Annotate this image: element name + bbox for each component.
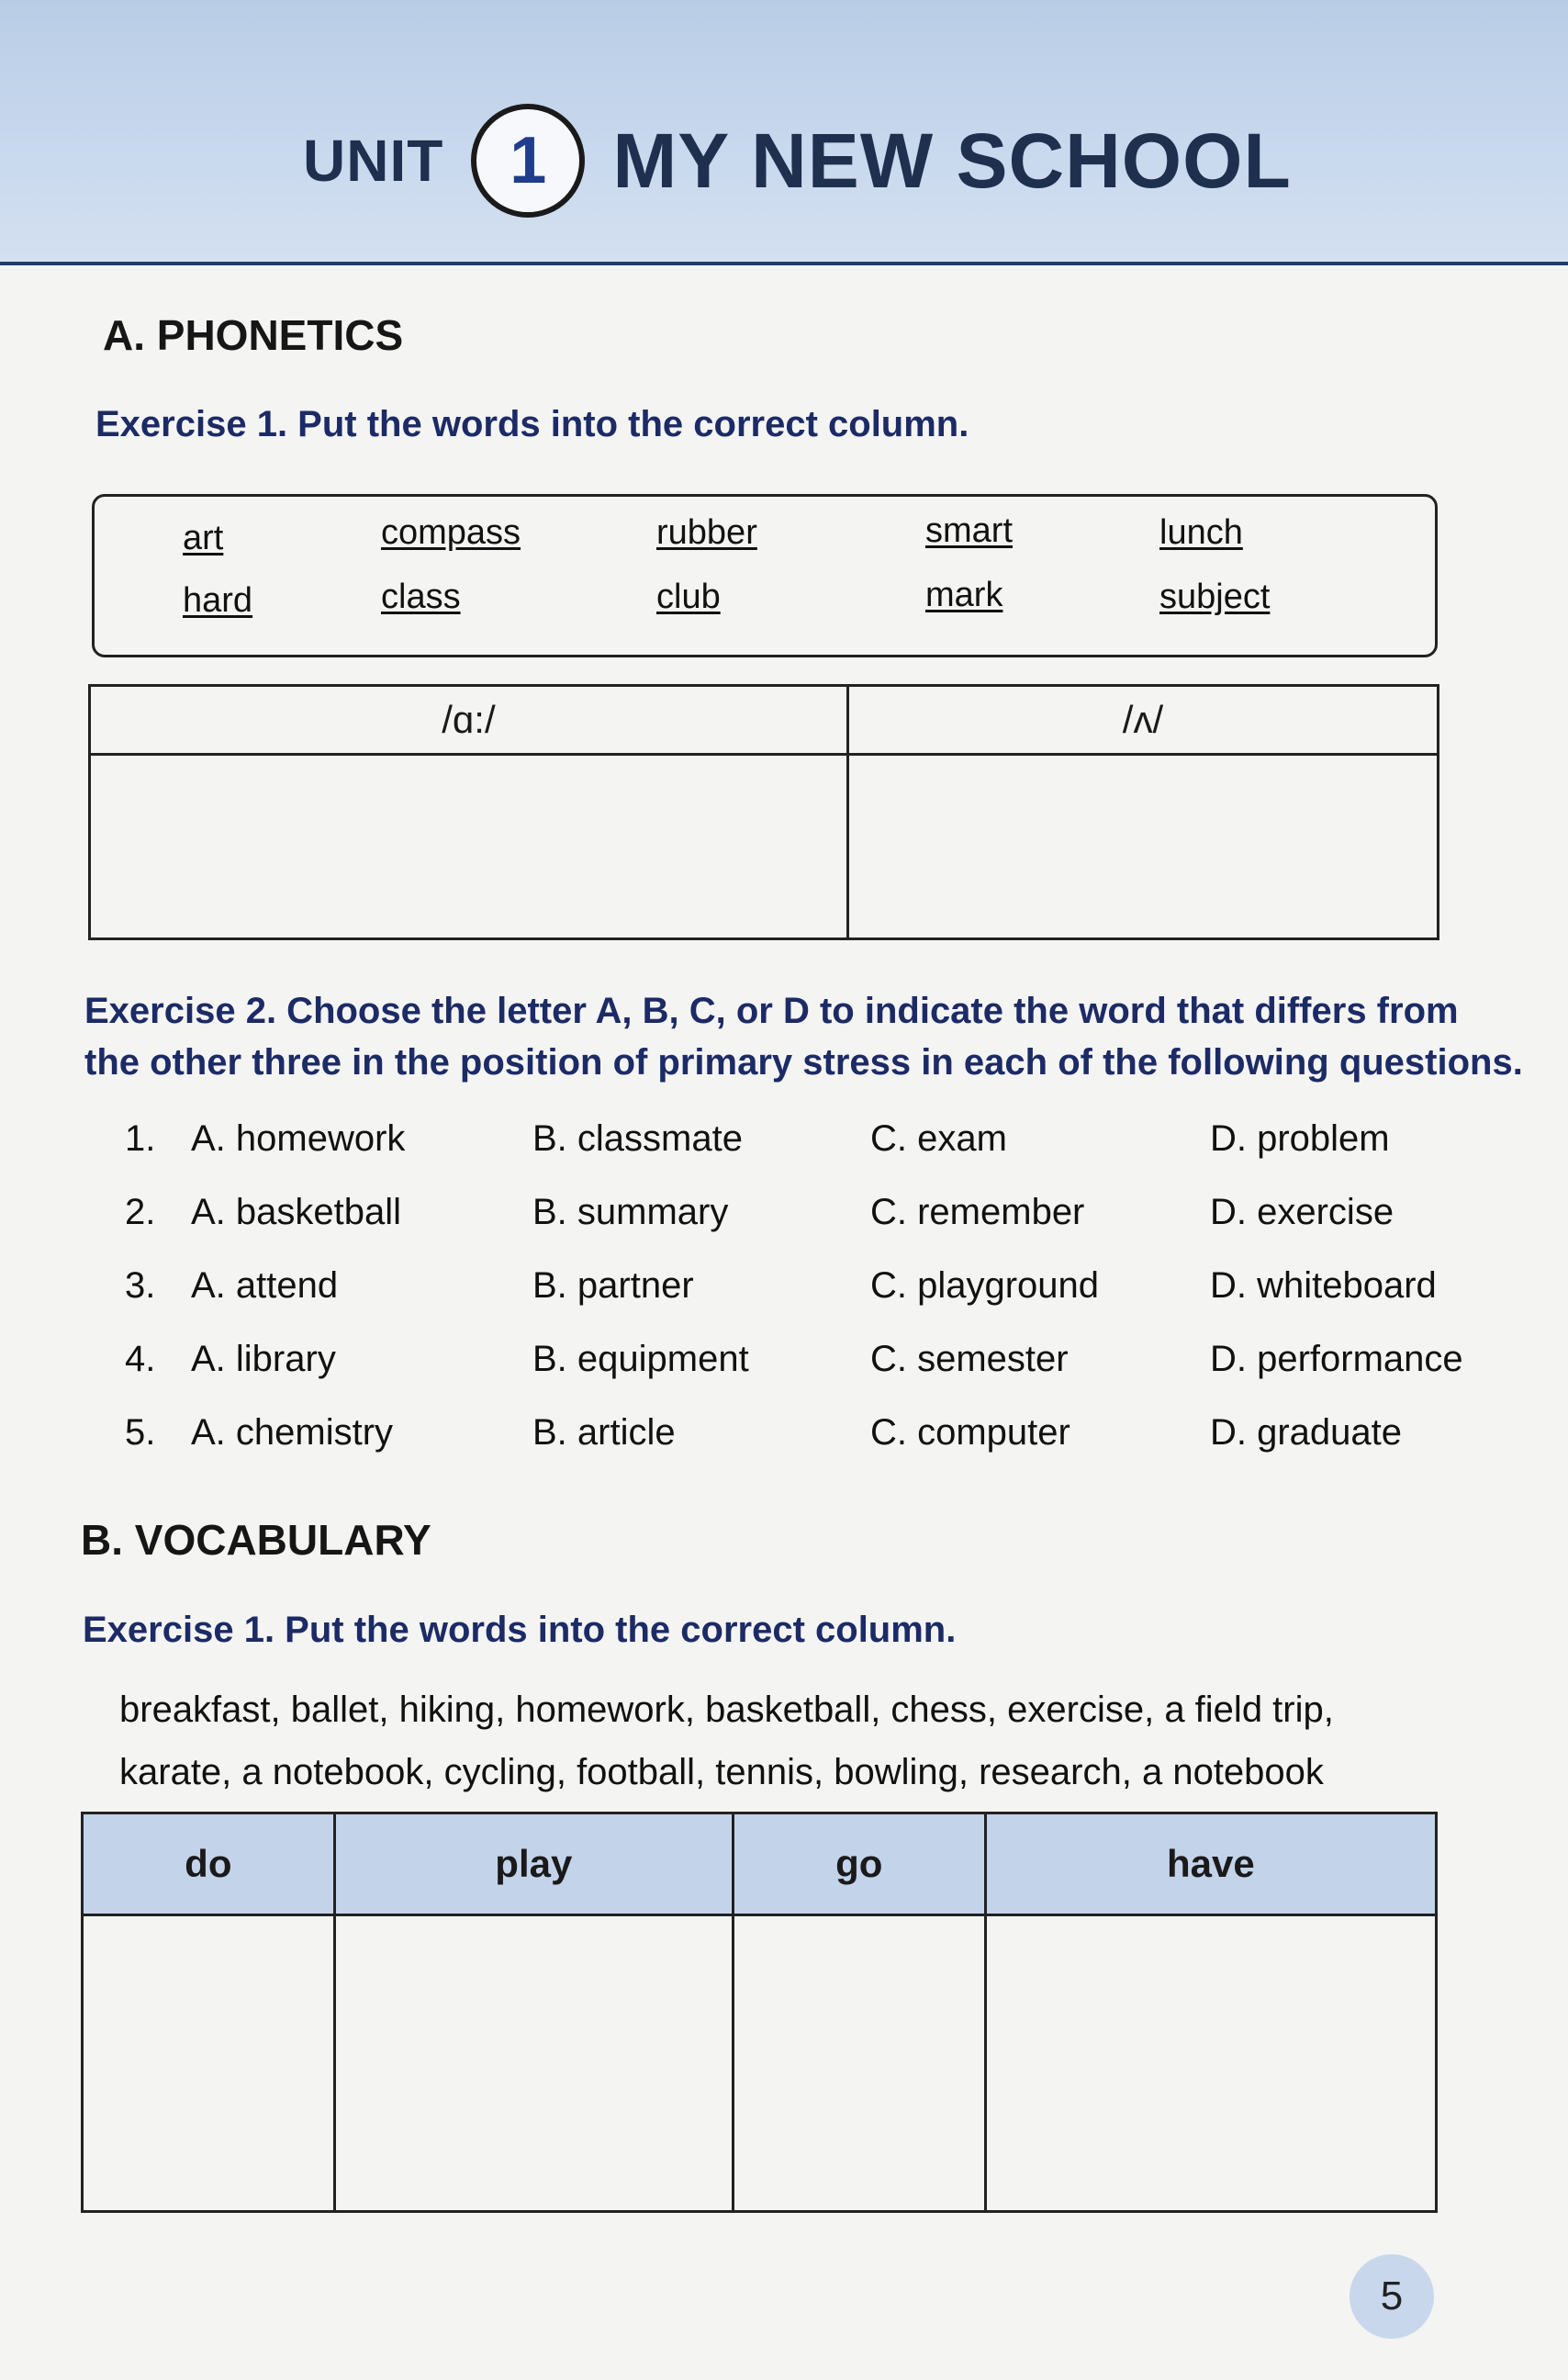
answer-cell[interactable] <box>847 755 1438 939</box>
option-b[interactable]: B. summary <box>532 1192 729 1232</box>
phonetics-word-box <box>92 494 1438 657</box>
question-row <box>0 1192 1568 1247</box>
phonetics-ex2-instruction-line1: Exercise 2. Choose the letter A, B, C, or D to indicate the word that differs from <box>84 991 1459 1031</box>
column-header-play: play <box>334 1813 733 1915</box>
question-number: 3. <box>125 1265 156 1306</box>
vocabulary-sort-table <box>81 1812 1438 2213</box>
option-d[interactable]: D. performance <box>1210 1339 1463 1379</box>
word-item: smart <box>925 511 1013 550</box>
phonetics-ex1-instruction: Exercise 1. Put the words into the correct column. <box>95 404 969 444</box>
phonetics-sort-table <box>88 684 1439 940</box>
column-header-have: have <box>985 1813 1436 1915</box>
vocabulary-ex1-instruction: Exercise 1. Put the words into the correct column. <box>83 1610 957 1650</box>
option-a[interactable]: A. chemistry <box>191 1412 394 1453</box>
column-header-long-a: /ɑ:/ <box>90 686 848 755</box>
option-d[interactable]: D. graduate <box>1210 1412 1403 1453</box>
option-c[interactable]: C. remember <box>870 1192 1085 1232</box>
question-number: 1. <box>125 1118 156 1159</box>
option-a[interactable]: A. basketball <box>191 1192 402 1232</box>
option-d[interactable]: D. exercise <box>1210 1192 1394 1232</box>
unit-name: MY NEW SCHOOL <box>612 117 1292 204</box>
phonetics-heading: A. PHONETICS <box>103 311 404 359</box>
question-number: 4. <box>125 1339 156 1379</box>
answer-cell[interactable] <box>90 755 848 939</box>
word-item: mark <box>925 576 1003 614</box>
option-c[interactable]: C. computer <box>870 1412 1070 1453</box>
question-row <box>0 1265 1568 1320</box>
column-header-do: do <box>83 1813 335 1915</box>
word-item: subject <box>1159 578 1271 616</box>
option-b[interactable]: B. classmate <box>532 1118 743 1159</box>
page-number: 5 <box>1350 2254 1434 2339</box>
answer-cell[interactable] <box>733 1915 985 2212</box>
option-d[interactable]: D. problem <box>1210 1118 1390 1159</box>
option-b[interactable]: B. partner <box>532 1265 694 1306</box>
word-list-line: karate, a notebook, cycling, football, tennis, bowling, research, a notebook <box>119 1752 1324 1792</box>
word-item: class <box>381 578 461 616</box>
option-c[interactable]: C. exam <box>870 1118 1007 1159</box>
column-header-short-u: /ʌ/ <box>847 686 1438 755</box>
vocabulary-heading: B. VOCABULARY <box>81 1516 431 1564</box>
option-b[interactable]: B. equipment <box>532 1339 749 1379</box>
question-number: 5. <box>125 1412 156 1453</box>
word-item: art <box>183 519 224 557</box>
unit-number-badge: 1 <box>471 104 585 218</box>
answer-cell[interactable] <box>334 1915 733 2212</box>
question-number: 2. <box>125 1192 156 1232</box>
word-item: compass <box>381 513 521 552</box>
unit-title <box>303 106 1292 216</box>
question-row <box>0 1412 1568 1467</box>
option-a[interactable]: A. homework <box>191 1118 406 1159</box>
option-b[interactable]: B. article <box>532 1412 676 1453</box>
question-row <box>0 1339 1568 1394</box>
word-item: rubber <box>656 513 757 552</box>
option-d[interactable]: D. whiteboard <box>1210 1265 1437 1306</box>
unit-label: UNIT <box>303 128 444 194</box>
phonetics-ex2-instruction-line2: the other three in the position of primary stress in each of the following questions. <box>84 1042 1523 1083</box>
option-c[interactable]: C. semester <box>870 1339 1069 1379</box>
answer-cell[interactable] <box>83 1915 335 2212</box>
option-c[interactable]: C. playground <box>870 1265 1100 1306</box>
word-item: club <box>656 578 721 616</box>
column-header-go: go <box>733 1813 985 1915</box>
answer-cell[interactable] <box>985 1915 1436 2212</box>
option-a[interactable]: A. library <box>191 1339 336 1379</box>
option-a[interactable]: A. attend <box>191 1265 339 1306</box>
question-row <box>0 1118 1568 1173</box>
word-list-line: breakfast, ballet, hiking, homework, basketball, chess, exercise, a field trip, <box>119 1690 1334 1730</box>
word-item: lunch <box>1159 513 1243 552</box>
vocabulary-word-list <box>119 1678 1441 1803</box>
word-item: hard <box>183 581 253 620</box>
